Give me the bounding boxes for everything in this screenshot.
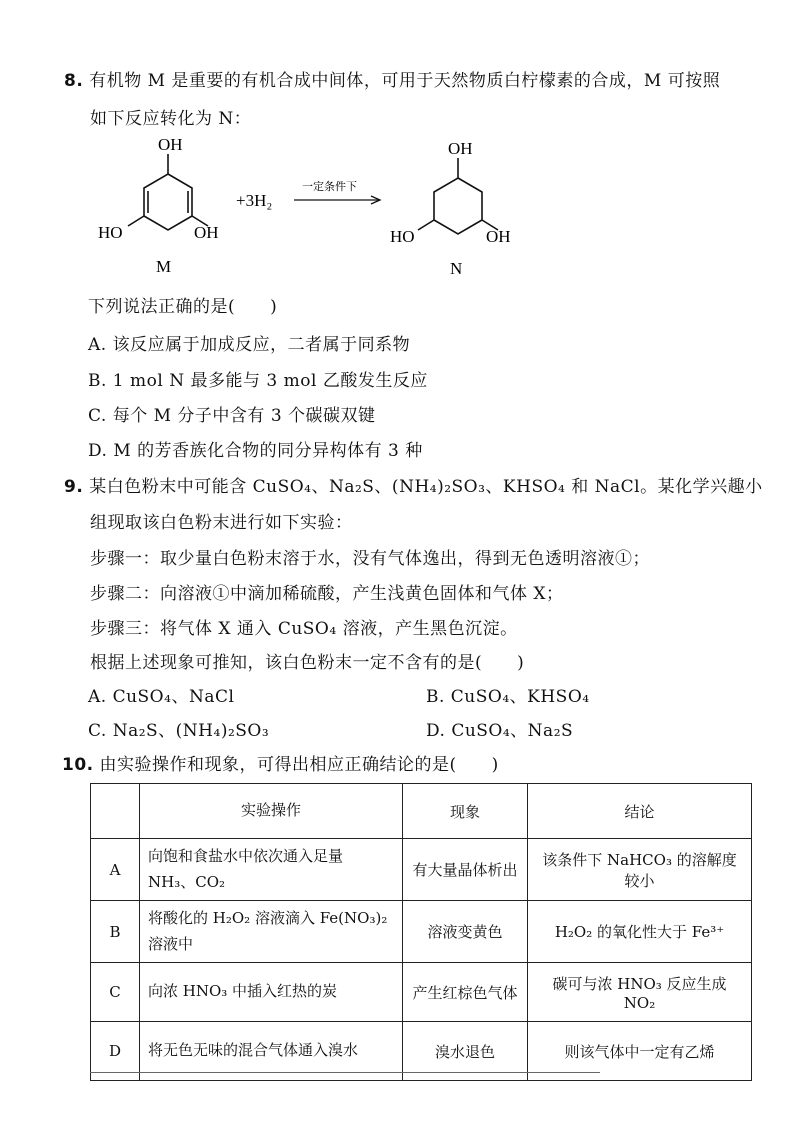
header-blank	[91, 784, 140, 839]
q10-number: 10.	[62, 755, 94, 775]
n-oh-left: HO	[390, 227, 415, 246]
molecule-m	[128, 154, 208, 230]
row-conclusion: H₂O₂ 的氧化性大于 Fe³⁺	[528, 901, 752, 963]
q8-option-d: D. M 的芳香族化合物的同分异构体有 3 种	[88, 441, 423, 461]
reaction-arrow	[294, 196, 380, 204]
row-phenomenon: 有大量晶体析出	[403, 839, 528, 901]
q9-prompt: 根据上述现象可推知，该白色粉末一定不含有的是( )	[90, 653, 525, 673]
row-operation: 向饱和食盐水中依次通入足量 NH₃、CO₂	[140, 839, 403, 901]
m-label: M	[156, 257, 172, 276]
q9-number: 9.	[64, 477, 84, 497]
table-row	[91, 901, 752, 963]
q8-number: 8.	[64, 71, 84, 91]
n-oh-right: OH	[486, 227, 511, 246]
row-conclusion: 该条件下 NaHCO₃ 的溶解度较小	[528, 839, 752, 901]
row-conclusion: 则该气体中一定有乙烯	[528, 1022, 752, 1081]
n-oh-top: OH	[448, 139, 473, 158]
molecule-n	[418, 158, 498, 234]
q8-reaction-diagram	[90, 132, 530, 282]
row-phenomenon: 溴水退色	[403, 1022, 528, 1081]
row-label: D	[91, 1022, 140, 1081]
q10-stem: 10. 由实验操作和现象，可得出相应正确结论的是( )	[62, 755, 499, 775]
q8-prompt: 下列说法正确的是( )	[88, 297, 278, 317]
q8-option-b: B. 1 mol N 最多能与 3 mol 乙酸发生反应	[88, 371, 428, 391]
bottom-rule	[90, 1072, 600, 1073]
row-operation: 向浓 HNO₃ 中插入红热的炭	[140, 963, 403, 1022]
row-label: A	[91, 839, 140, 901]
row-phenomenon: 溶液变黄色	[403, 901, 528, 963]
q9-step3: 步骤三：将气体 X 通入 CuSO₄ 溶液，产生黑色沉淀。	[90, 619, 518, 639]
row-operation: 将无色无味的混合气体通入溴水	[140, 1022, 403, 1081]
q9-option-d: D. CuSO₄、Na₂S	[426, 721, 574, 741]
plus-h2: +3H₂	[236, 191, 273, 210]
q9-step2: 步骤二：向溶液①中滴加稀硫酸，产生浅黄色固体和气体 X；	[90, 584, 564, 604]
q8-stem-line2: 如下反应转化为 N：	[90, 109, 252, 129]
row-operation: 将酸化的 H₂O₂ 溶液滴入 Fe(NO₃)₂溶液中	[140, 901, 403, 963]
row-phenomenon: 产生红棕色气体	[403, 963, 528, 1022]
n-label: N	[450, 259, 463, 278]
q9-step1: 步骤一：取少量白色粉末溶于水，没有气体逸出，得到无色透明溶液①；	[90, 549, 650, 569]
table-header-row	[91, 784, 752, 839]
header-phenomenon: 现象	[403, 784, 528, 839]
row-label: B	[91, 901, 140, 963]
table-row	[91, 839, 752, 901]
q9-stem-line2: 组现取该白色粉末进行如下实验：	[90, 513, 353, 533]
reaction-condition: 一定条件下	[302, 181, 357, 193]
q9-option-b: B. CuSO₄、KHSO₄	[426, 687, 590, 707]
row-conclusion: 碳可与浓 HNO₃ 反应生成 NO₂	[528, 963, 752, 1022]
header-operation: 实验操作	[140, 784, 403, 839]
q8-option-a: A. 该反应属于加成反应，二者属于同系物	[88, 335, 411, 355]
header-conclusion: 结论	[528, 784, 752, 839]
m-oh-right: OH	[194, 223, 219, 242]
q9-stem-line1: 9. 某白色粉末中可能含 CuSO₄、Na₂S、(NH₄)₂SO₃、KHSO₄ 和 NaCl。某化学兴趣小	[64, 477, 763, 497]
q9-option-c: C. Na₂S、(NH₄)₂SO₃	[88, 721, 270, 741]
experiment-table	[90, 783, 752, 1081]
row-label: C	[91, 963, 140, 1022]
m-oh-left: HO	[98, 223, 123, 242]
table-row	[91, 963, 752, 1022]
m-oh-top: OH	[158, 135, 183, 154]
q9-option-a: A. CuSO₄、NaCl	[88, 687, 235, 707]
q8-stem-line1: 8. 有机物 M 是重要的有机合成中间体，可用于天然物质白柠檬素的合成，M 可按照	[64, 71, 721, 91]
q8-option-c: C. 每个 M 分子中含有 3 个碳碳双键	[88, 406, 376, 426]
